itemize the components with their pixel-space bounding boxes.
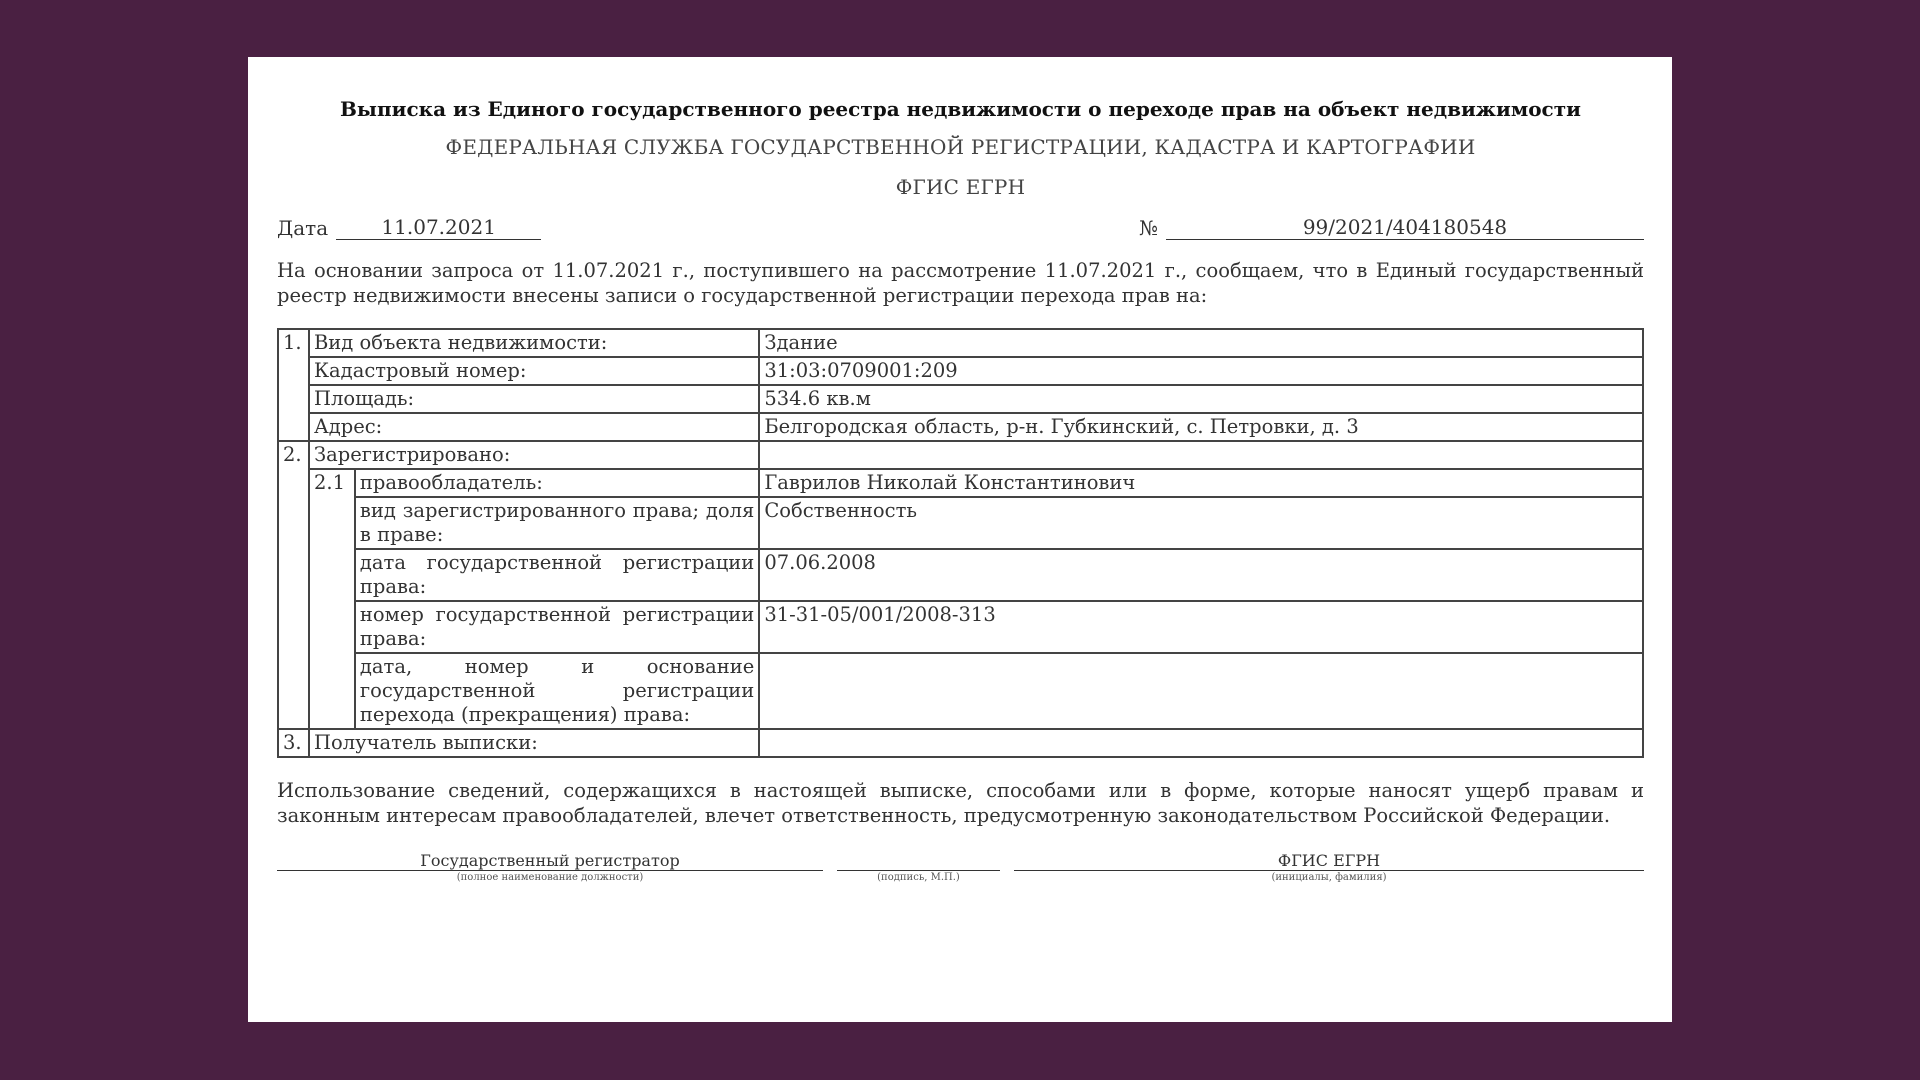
table-row [278,601,1643,653]
cadastral-label: Кадастровый номер: [309,357,759,385]
table-row [278,653,1643,729]
section-number: 2. [278,441,309,729]
number-field [1139,215,1644,240]
object-type-value: Здание [759,329,1643,357]
name-value: ФГИС ЕГРН [1014,852,1644,871]
right-type-value: Собственность [759,497,1643,549]
address-value: Белгородская область, р-н. Губкинский, с. Петровки, д. 3 [759,413,1643,441]
subsection-number: 2.1 [309,469,355,729]
registered-label: Зарегистрировано: [309,441,759,469]
area-label: Площадь: [309,385,759,413]
transfer-label: дата, номер и основание государственной регистрации перехода (прекращения) права: [355,653,759,729]
section-number: 3. [278,729,309,757]
table-row [278,385,1643,413]
liability-notice: Использование сведений, содержащихся в настоящей выписке, способами или в форме, которые наносят ущерб правам и законным интересам правообладателей, влечет ответственность, предусмотренную законодательством Российской Федерации. [277,779,1644,827]
position-cell [277,852,823,885]
table-row [278,729,1643,757]
signature-value [837,852,1000,871]
cadastral-value: 31:03:0709001:209 [759,357,1643,385]
number-label: № [1139,216,1158,240]
intro-paragraph: На основании запроса от 11.07.2021 г., поступившего на рассмотрение 11.07.2021 г., сообщаем, что в Единый государственный реестр недвижимости внесены записи о государственной регистрации перехода прав на: [277,259,1644,307]
registered-value [759,441,1643,469]
table-row [278,549,1643,601]
date-field [277,215,541,240]
system-name: ФГИС ЕГРН [895,175,1026,199]
document-page [248,57,1672,1022]
table-row [278,357,1643,385]
reg-number-label: номер государственной регистрации права: [355,601,759,653]
agency-name: ФЕДЕРАЛЬНАЯ СЛУЖБА ГОСУДАРСТВЕННОЙ РЕГИСТРАЦИИ, КАДАСТРА И КАРТОГРАФИИ [445,135,1476,159]
signature-caption: (подпись, М.П.) [877,872,960,883]
reg-date-value: 07.06.2008 [759,549,1643,601]
reg-date-label: дата государственной регистрации права: [355,549,759,601]
document-title: Выписка из Единого государственного реестра недвижимости о переходе прав на объект недвижимости [340,97,1581,121]
date-value: 11.07.2021 [336,215,541,240]
number-value: 99/2021/404180548 [1166,215,1644,240]
area-value: 534.6 кв.м [759,385,1643,413]
object-type-label: Вид объекта недвижимости: [309,329,759,357]
name-cell [1014,852,1644,885]
table-row [278,441,1643,469]
date-label: Дата [277,216,329,240]
transfer-value [759,653,1643,729]
name-caption: (инициалы, фамилия) [1271,872,1387,883]
right-type-label: вид зарегистрированного права; доля в праве: [355,497,759,549]
table-row [278,497,1643,549]
address-label: Адрес: [309,413,759,441]
recipient-label: Получатель выписки: [309,729,759,757]
recipient-value [759,729,1643,757]
registration-table [277,328,1644,758]
holder-value: Гаврилов Николай Константинович [759,469,1643,497]
position-value: Государственный регистратор [277,852,823,871]
holder-label: правообладатель: [355,469,759,497]
table-row [278,469,1643,497]
reg-number-value: 31-31-05/001/2008-313 [759,601,1643,653]
signature-block [277,852,1644,885]
section-number: 1. [278,329,309,441]
table-row [278,413,1643,441]
table-row [278,329,1643,357]
date-number-row [277,215,1644,240]
signature-cell [837,852,1000,885]
position-caption: (полное наименование должности) [456,872,644,883]
